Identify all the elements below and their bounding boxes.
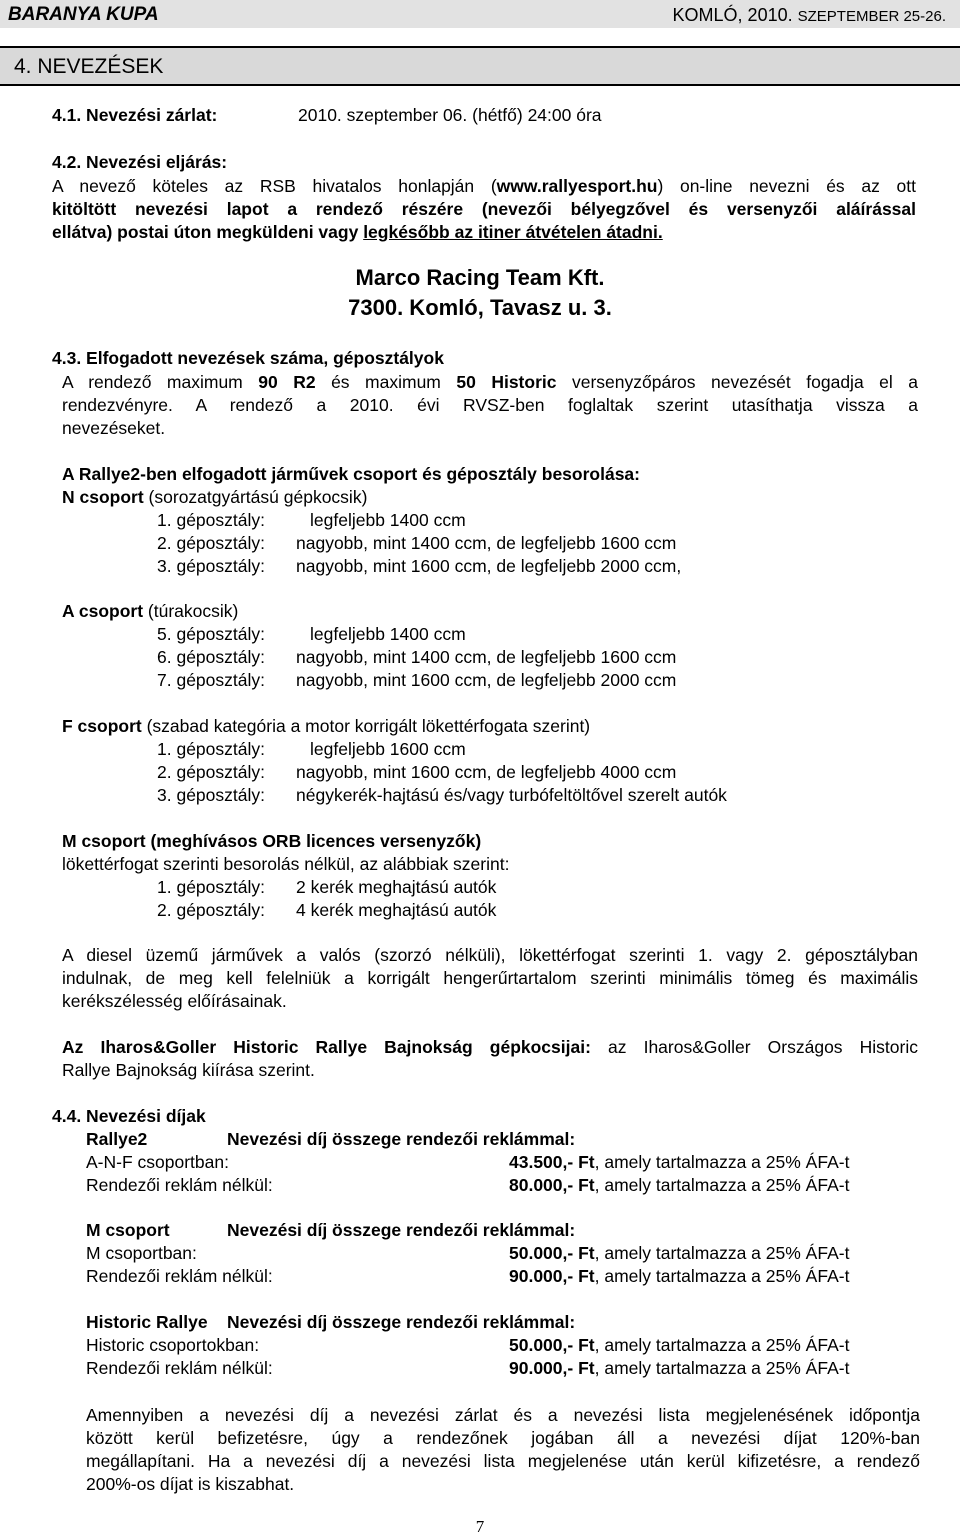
fee-amount: 50.000,- Ft	[509, 1243, 595, 1263]
s42-line1-a: A nevező köteles az RSB hivatalos honlapján (	[52, 176, 497, 196]
s42-line1	[52, 175, 916, 198]
a-group-title	[62, 600, 238, 623]
n-item-3-no: 3. géposztály:	[157, 556, 265, 576]
fee-row-label: Historic csoportokban:	[86, 1335, 260, 1355]
a-item-2-no: 6. géposztály:	[157, 647, 265, 667]
s42-line1-b: ) on-line nevezni és az ott	[657, 176, 916, 196]
s42-line3-a: ellátva) postai úton megküldeni vagy	[52, 222, 364, 242]
fee-note: , amely tartalmazza a 25% ÁFA-t	[594, 1358, 850, 1378]
s43-para-line3: nevezéseket.	[62, 418, 166, 438]
f-group-title	[62, 715, 590, 738]
f-group-name: F csoport	[62, 716, 142, 736]
s43-heading: 4.3. Elfogadott nevezések száma, géposztályok	[52, 348, 444, 368]
n-item-1-desc: legfeljebb 1400 ccm	[310, 510, 466, 530]
fee-row-label: Rendezői reklám nélkül:	[86, 1358, 273, 1378]
s43-p1e: versenyzőpáros nevezését fogadja el a	[556, 372, 919, 392]
f-item-3-no: 3. géposztály:	[157, 785, 265, 805]
header-date	[673, 4, 946, 28]
fee-amount: 90.000,- Ft	[509, 1266, 595, 1286]
a-item-1-desc: legfeljebb 1400 ccm	[310, 624, 466, 644]
fee-row-amount	[509, 1174, 849, 1197]
s42-line3	[52, 221, 663, 244]
s43-p1c: és maximum	[315, 372, 457, 392]
s44-heading: 4.4. Nevezési díjak	[52, 1106, 206, 1126]
address-company: Marco Racing Team Kft.	[355, 265, 605, 290]
s43-p1a: A rendező maximum	[62, 372, 259, 392]
fee-amount: 80.000,- Ft	[509, 1175, 595, 1195]
fee-row-amount	[509, 1242, 849, 1265]
fee-amount: 50.000,- Ft	[509, 1335, 595, 1355]
fee-note: , amely tartalmazza a 25% ÁFA-t	[594, 1266, 850, 1286]
header-date-main: KOMLÓ, 2010.	[672, 5, 798, 25]
section-heading	[0, 46, 960, 86]
f-item-3-desc: négykerék-hajtású és/vagy turbófeltöltővel szerelt autók	[296, 785, 727, 805]
n-group-desc: (sorozatgyártású gépkocsik)	[143, 487, 368, 507]
address-street: 7300. Komló, Tavasz u. 3.	[348, 295, 612, 320]
n-item-2-no: 2. géposztály:	[157, 533, 265, 553]
iharos-rest: az Iharos&Goller Országos Historic	[590, 1037, 918, 1057]
f-item-2-no: 2. géposztály:	[157, 762, 265, 782]
final-line1: Amennyiben a nevezési díj a nevezési zárlat és a nevezési lista megjelenésének időpontja	[86, 1405, 920, 1425]
page-header	[0, 0, 960, 28]
final-line2: között kerül befizetésre, úgy a rendezőnek jogában áll a nevezési díjat 120%-ban	[86, 1428, 920, 1448]
final-line4: 200%-os díjat is kiszabhat.	[86, 1474, 295, 1494]
a-group-name: A csoport	[62, 601, 144, 621]
diesel-line2: indulnak, de meg kell felelniük a korrigált hengerűrtartalom szerinti minimális tömeg és maximális	[62, 968, 918, 988]
m-item-2-no: 2. géposztály:	[157, 900, 265, 920]
n-group-name: N csoport	[62, 487, 144, 507]
s42-line2: kitöltött nevezési lapot a rendező részére (nevezői bélyegzővel és versenyzői aláírással	[52, 199, 916, 219]
fee-row-label: A-N-F csoportban:	[86, 1152, 229, 1172]
page-number: 7	[475, 1517, 485, 1536]
n-item-2-desc: nagyobb, mint 1400 ccm, de legfeljebb 1600 ccm	[296, 533, 677, 553]
fee-row-label: Rendezői reklám nélkül:	[86, 1175, 273, 1195]
fee-amount: 90.000,- Ft	[509, 1358, 595, 1378]
fee-row-label: M csoportban:	[86, 1243, 197, 1263]
m-item-1-desc: 2 kerék meghajtású autók	[296, 877, 497, 897]
f-item-1-no: 1. géposztály:	[157, 739, 265, 759]
s41-label: 4.1. Nevezési zárlat:	[52, 105, 218, 125]
section-title: 4. NEVEZÉSEK	[14, 55, 164, 78]
header-title: BARANYA KUPA	[8, 4, 159, 25]
fee-row-label: Rendezői reklám nélkül:	[86, 1266, 273, 1286]
fee-note: , amely tartalmazza a 25% ÁFA-t	[594, 1152, 850, 1172]
s41-value: 2010. szeptember 06. (hétfő) 24:00 óra	[298, 105, 602, 125]
fee-row-amount	[509, 1357, 849, 1380]
fee-note: , amely tartalmazza a 25% ÁFA-t	[594, 1175, 850, 1195]
a-item-2-desc: nagyobb, mint 1400 ccm, de legfeljebb 1600 ccm	[296, 647, 677, 667]
header-date-small: SZEPTEMBER 25-26.	[797, 8, 946, 25]
fee-amount: 43.500,- Ft	[509, 1152, 595, 1172]
fee-group-1-name: Rallye2	[86, 1129, 148, 1149]
fee-row-amount	[509, 1265, 849, 1288]
final-line3: megállapítani. Ha a nevezési díj a nevezési lista megjelenése után kerül kifizetésre, a rendező	[86, 1451, 920, 1471]
s42-line3-underlined: legkésőbb az itiner átvételen átadni.	[363, 222, 663, 242]
a-item-1-no: 5. géposztály:	[157, 624, 265, 644]
n-item-3-desc: nagyobb, mint 1600 ccm, de legfeljebb 2000 ccm,	[296, 556, 682, 576]
fee-note: , amely tartalmazza a 25% ÁFA-t	[594, 1335, 850, 1355]
iharos-line2: Rallye Bajnokság kiírása szerint.	[62, 1060, 315, 1080]
diesel-line3: kerékszélesség előírásainak.	[62, 991, 287, 1011]
m-item-2-desc: 4 kerék meghajtású autók	[296, 900, 497, 920]
s43-p1b: 90 R2	[258, 372, 316, 392]
a-item-3-no: 7. géposztály:	[157, 670, 265, 690]
m-group-desc: lökettérfogat szerinti besorolás nélkül, az alábbiak szerint:	[62, 854, 510, 874]
fee-note: , amely tartalmazza a 25% ÁFA-t	[594, 1243, 850, 1263]
rallyesport-link[interactable]: www.rallyesport.hu	[496, 176, 658, 196]
m-group-title: M csoport (meghívásos ORB licences versenyzők)	[62, 831, 482, 851]
a-group-desc: (túrakocsik)	[143, 601, 239, 621]
a-item-3-desc: nagyobb, mint 1600 ccm, de legfeljebb 2000 ccm	[296, 670, 677, 690]
s43-p1d: 50 Historic	[456, 372, 557, 392]
fee-group-3-title: Nevezési díj összege rendezői reklámmal:	[227, 1312, 576, 1332]
n-group-title	[62, 486, 367, 509]
f-item-2-desc: nagyobb, mint 1600 ccm, de legfeljebb 4000 ccm	[296, 762, 677, 782]
rallye2-heading: A Rallye2-ben elfogadott járművek csoport és géposztály besorolása:	[62, 464, 640, 484]
diesel-line1: A diesel üzemű járművek a valós (szorzó nélküli), lökettérfogat szerinti 1. vagy 2. géposztályban	[62, 945, 918, 965]
fee-group-3-name: Historic Rallye	[86, 1312, 208, 1332]
s42-heading: 4.2. Nevezési eljárás:	[52, 152, 228, 172]
f-item-1-desc: legfeljebb 1600 ccm	[310, 739, 466, 759]
fee-row-amount	[509, 1334, 849, 1357]
n-item-1-no: 1. géposztály:	[157, 510, 265, 530]
f-group-desc: (szabad kategória a motor korrigált lökettérfogata szerint)	[141, 716, 591, 736]
fee-group-2-name: M csoport	[86, 1220, 170, 1240]
fee-group-1-title: Nevezési díj összege rendezői reklámmal:	[227, 1129, 576, 1149]
fee-group-2-title: Nevezési díj összege rendezői reklámmal:	[227, 1220, 576, 1240]
iharos-bold: Az Iharos&Goller Historic Rallye Bajnokság gépkocsijai:	[62, 1037, 591, 1057]
fee-row-amount	[509, 1151, 849, 1174]
iharos-line1	[62, 1036, 918, 1059]
m-item-1-no: 1. géposztály:	[157, 877, 265, 897]
s43-para-line2: rendezvényre. A rendező a 2010. évi RVSZ-ben foglaltak szerint utasíthatja vissza a	[62, 395, 918, 415]
s43-para-line1	[62, 371, 918, 394]
